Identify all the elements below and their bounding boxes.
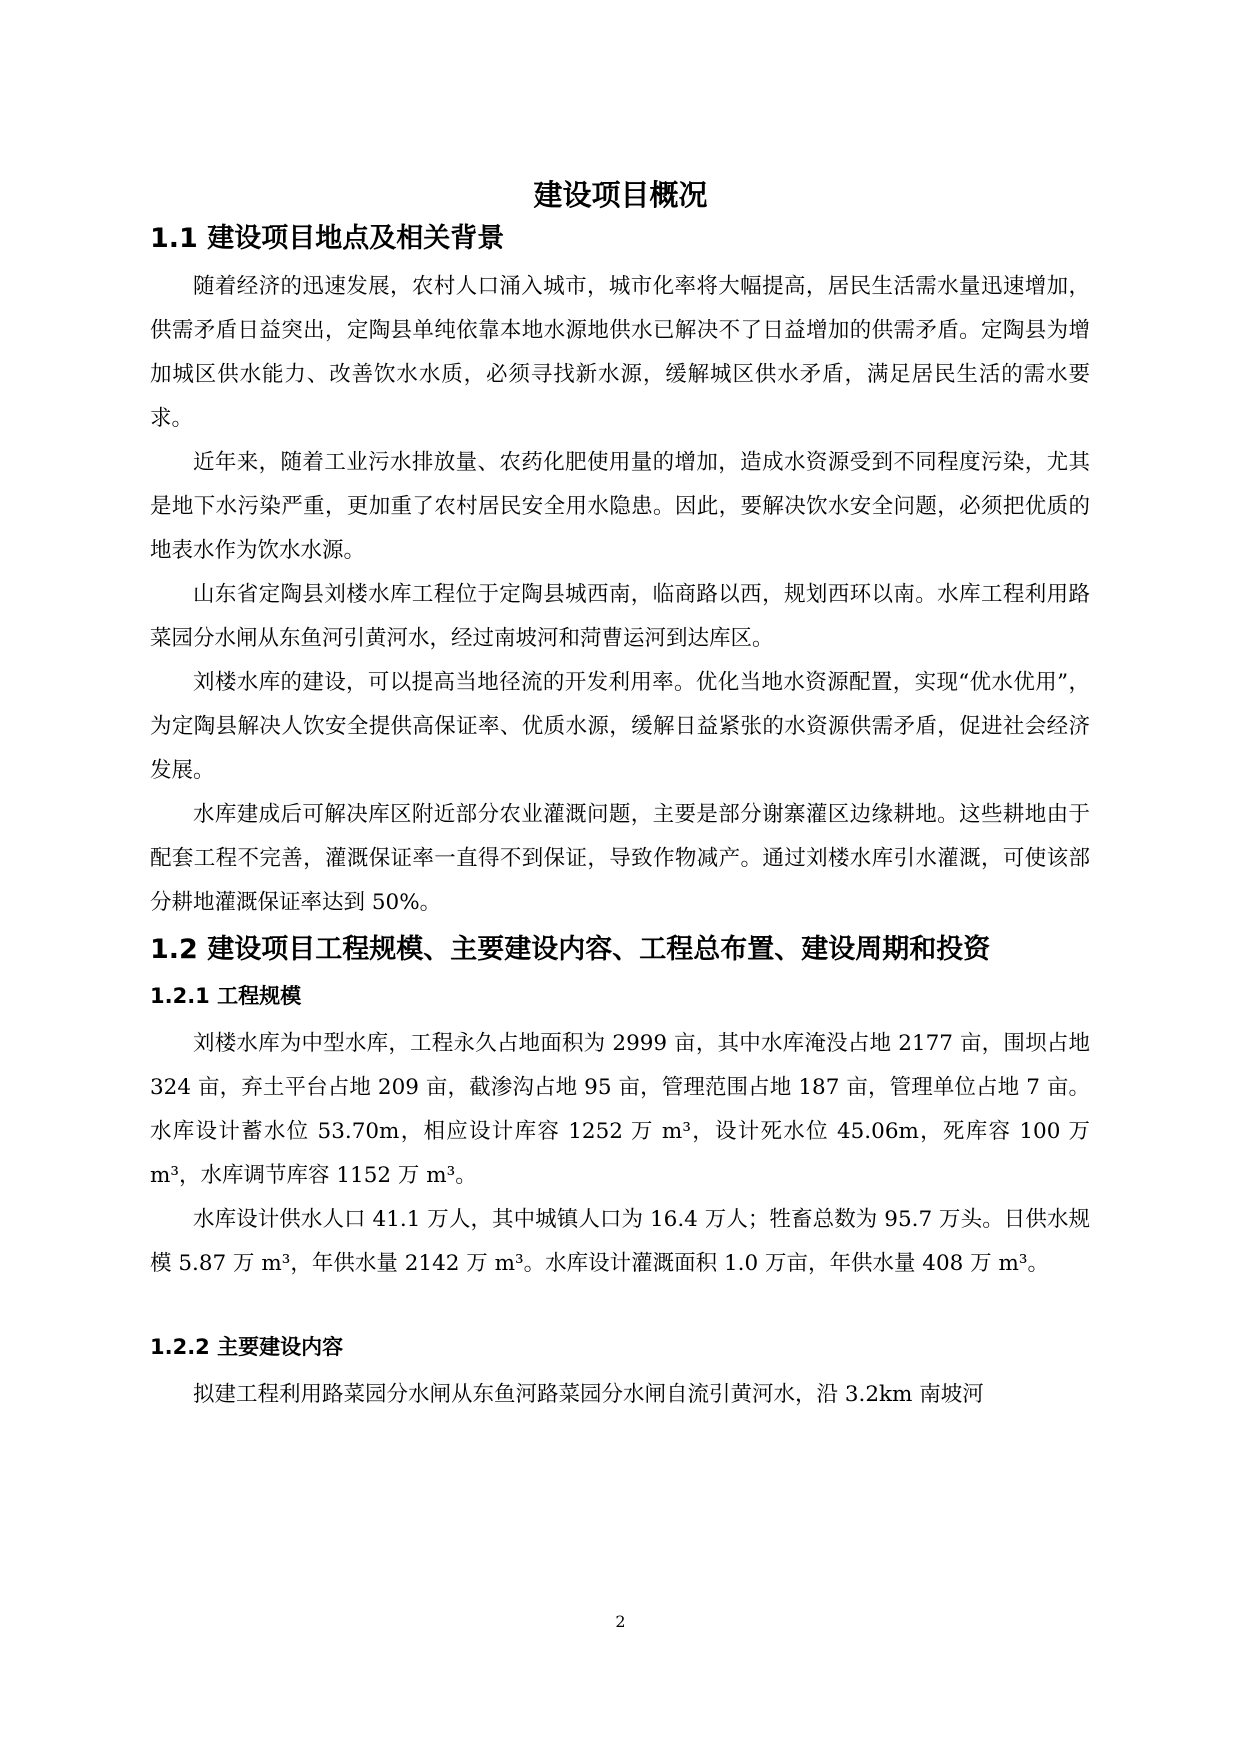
paragraph-background-3: 山东省定陶县刘楼水库工程位于定陶县城西南，临商路以西，规划西环以南。水库工程利用路菜园分水闸从东鱼河引黄河水，经过南坡河和菏曹运河到达库区。 — [150, 582, 1090, 651]
page-number: 2 — [615, 1612, 626, 1631]
section-heading-1-1: 1.1 建设项目地点及相关背景 — [150, 223, 505, 254]
subsection-heading-1-2-2: 1.2.2 主要建设内容 — [150, 1335, 344, 1359]
paragraph-construction-1: 拟建工程利用路菜园分水闸从东鱼河路菜园分水闸自流引黄河水，沿 3.2km 南坡河 — [193, 1382, 984, 1407]
section-heading-1-2: 1.2 建设项目工程规模、主要建设内容、工程总布置、建设周期和投资 — [150, 934, 991, 965]
subsection-heading-1-2-1: 1.2.1 工程规模 — [150, 984, 302, 1008]
paragraph-background-1: 随着经济的迅速发展，农村人口涌入城市，城市化率将大幅提高，居民生活需水量迅速增加，供需矛盾日益突出，定陶县单纯依靠本地水源地供水已解决不了日益增加的供需矛盾。定陶县为增加城区供水能力、改善饮水水质，必须寻找新水源，缓解城区供水矛盾，满足居民生活的需水要求。 — [150, 274, 1090, 431]
paragraph-background-2: 近年来，随着工业污水排放量、农药化肥使用量的增加，造成水资源受到不同程度污染，尤其是地下水污染严重，更加重了农村居民安全用水隐患。因此，要解决饮水安全问题，必须把优质的地表水作为饮水水源。 — [150, 450, 1090, 563]
document-title: 建设项目概况 — [533, 178, 708, 212]
paragraph-scale-1: 刘楼水库为中型水库，工程永久占地面积为 2999 亩，其中水库淹没占地 2177 亩，围坝占地 324 亩，弃土平台占地 209 亩，截渗沟占地 95 亩，管理范围占地 187 亩，管理单位占地 7 亩。水库设计蓄水位 53.70m，相应设计库容 1252 万 m³，设计死水位 45.06m，死库容 100 万 m³，水库调节库容 1152 万 m³。 — [150, 1031, 1090, 1188]
paragraph-background-5: 水库建成后可解决库区附近部分农业灌溉问题，主要是部分谢寨灌区边缘耕地。这些耕地由于配套工程不完善，灌溉保证率一直得不到保证，导致作物减产。通过刘楼水库引水灌溉，可使该部分耕地灌溉保证率达到 50%。 — [150, 802, 1090, 915]
paragraph-scale-2: 水库设计供水人口 41.1 万人，其中城镇人口为 16.4 万人；牲畜总数为 95.7 万头。日供水规模 5.87 万 m³，年供水量 2142 万 m³。水库设计灌溉面积 1.0 万亩，年供水量 408 万 m³。 — [150, 1207, 1090, 1276]
paragraph-background-4: 刘楼水库的建设，可以提高当地径流的开发利用率。优化当地水资源配置，实现“优水优用”，为定陶县解决人饮安全提供高保证率、优质水源，缓解日益紧张的水资源供需矛盾，促进社会经济发展。 — [150, 670, 1090, 783]
